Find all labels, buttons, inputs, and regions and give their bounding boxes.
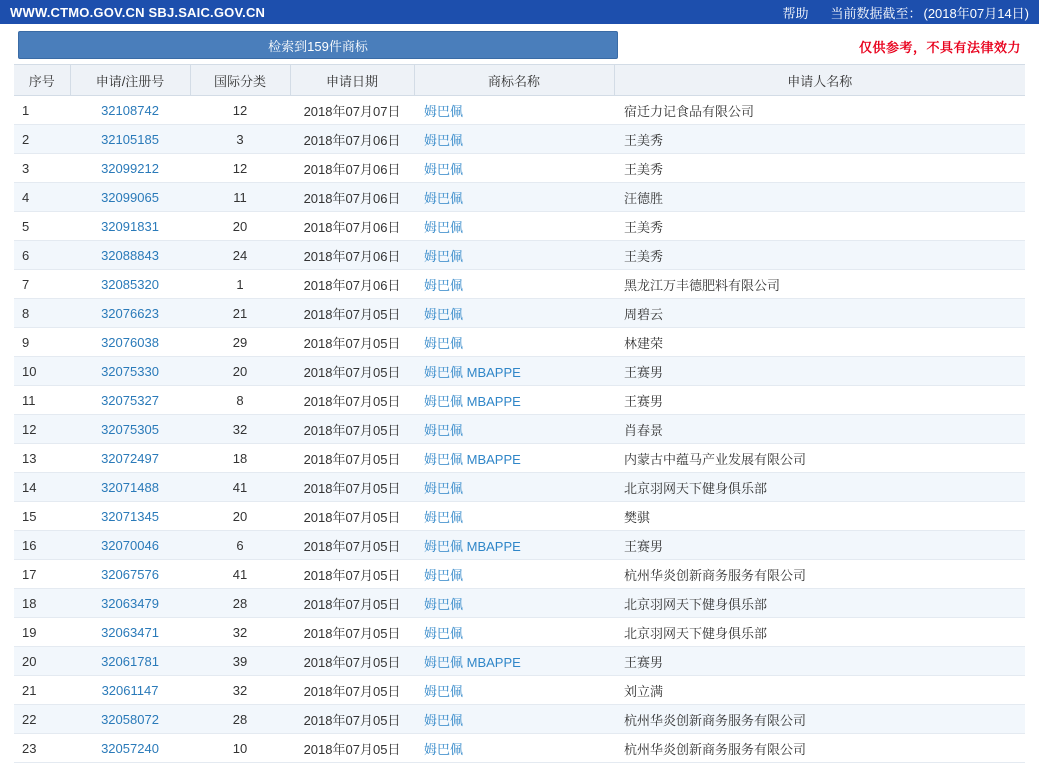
regno-link[interactable]: 32076038 xyxy=(101,334,159,350)
cell-applicant: 北京羽网天下健身俱乐部 xyxy=(614,589,1025,618)
table-row xyxy=(14,183,1025,212)
table-row xyxy=(14,386,1025,415)
trademark-name-link[interactable]: 姆巴佩 MBAPPE xyxy=(424,654,521,670)
cell-class: 24 xyxy=(190,241,290,270)
cell-date: 2018年07月05日 xyxy=(290,560,414,589)
table-row xyxy=(14,560,1025,589)
cell-date: 2018年07月05日 xyxy=(290,676,414,705)
regno-link[interactable]: 32070046 xyxy=(101,537,159,553)
table-row xyxy=(14,531,1025,560)
cell-seq: 22 xyxy=(14,705,70,734)
regno-link[interactable]: 32067576 xyxy=(101,566,159,582)
cell-regno xyxy=(70,241,190,270)
cell-date: 2018年07月05日 xyxy=(290,589,414,618)
cell-class: 20 xyxy=(190,212,290,241)
cell-trademark-name xyxy=(414,705,614,734)
cell-trademark-name xyxy=(414,154,614,183)
cell-trademark-name xyxy=(414,96,614,125)
cell-seq: 17 xyxy=(14,560,70,589)
cell-seq: 14 xyxy=(14,473,70,502)
cell-seq: 4 xyxy=(14,183,70,212)
cell-regno xyxy=(70,444,190,473)
table-row xyxy=(14,618,1025,647)
cell-class: 18 xyxy=(190,444,290,473)
table-row xyxy=(14,502,1025,531)
data-asof-date: (2018年07月14日) xyxy=(923,5,1029,21)
cell-applicant: 杭州华炎创新商务服务有限公司 xyxy=(614,560,1025,589)
trademark-name-link[interactable]: 姆巴佩 xyxy=(424,103,464,119)
cell-seq: 5 xyxy=(14,212,70,241)
trademark-name-link[interactable]: 姆巴佩 xyxy=(424,422,464,438)
cell-applicant: 肖春景 xyxy=(614,415,1025,444)
cell-seq: 12 xyxy=(14,415,70,444)
table-row xyxy=(14,676,1025,705)
cell-applicant: 王美秀 xyxy=(614,241,1025,270)
regno-link[interactable]: 32088843 xyxy=(101,247,159,263)
help-link[interactable]: 帮助 xyxy=(782,5,809,21)
cell-seq: 18 xyxy=(14,589,70,618)
cell-date: 2018年07月05日 xyxy=(290,502,414,531)
cell-trademark-name xyxy=(414,676,614,705)
cell-trademark-name xyxy=(414,560,614,589)
cell-date: 2018年07月05日 xyxy=(290,415,414,444)
table-row xyxy=(14,212,1025,241)
regno-link[interactable]: 32071488 xyxy=(101,479,159,495)
cell-seq: 3 xyxy=(14,154,70,183)
cell-class: 28 xyxy=(190,589,290,618)
trademark-name-link[interactable]: 姆巴佩 xyxy=(424,683,464,699)
cell-trademark-name xyxy=(414,473,614,502)
trademark-name-link[interactable]: 姆巴佩 xyxy=(424,248,464,264)
regno-link[interactable]: 32075305 xyxy=(101,421,159,437)
results-table-wrap xyxy=(0,64,1039,763)
table-body xyxy=(14,96,1025,763)
regno-link[interactable]: 32099212 xyxy=(101,160,159,176)
cell-regno xyxy=(70,560,190,589)
cell-class: 10 xyxy=(190,734,290,763)
cell-applicant: 王赛男 xyxy=(614,647,1025,676)
cell-trademark-name xyxy=(414,589,614,618)
table-row xyxy=(14,589,1025,618)
top-bar xyxy=(0,0,1039,24)
cell-class: 1 xyxy=(190,270,290,299)
regno-link[interactable]: 32099065 xyxy=(101,189,159,205)
cell-regno xyxy=(70,647,190,676)
cell-applicant: 王美秀 xyxy=(614,212,1025,241)
cell-trademark-name xyxy=(414,386,614,415)
cell-applicant: 汪德胜 xyxy=(614,183,1025,212)
trademark-name-link[interactable]: 姆巴佩 xyxy=(424,219,464,235)
cell-seq: 7 xyxy=(14,270,70,299)
regno-link[interactable]: 32076623 xyxy=(101,305,159,321)
cell-date: 2018年07月05日 xyxy=(290,734,414,763)
cell-applicant: 王赛男 xyxy=(614,386,1025,415)
cell-seq: 20 xyxy=(14,647,70,676)
cell-seq: 2 xyxy=(14,125,70,154)
trademark-name-link[interactable]: 姆巴佩 xyxy=(424,161,464,177)
data-asof-label: 当前数据截至： xyxy=(830,5,922,21)
cell-seq: 16 xyxy=(14,531,70,560)
cell-date: 2018年07月05日 xyxy=(290,328,414,357)
cell-applicant: 黑龙江万丰德肥料有限公司 xyxy=(614,270,1025,299)
table-row xyxy=(14,705,1025,734)
trademark-name-link[interactable]: 姆巴佩 xyxy=(424,596,464,612)
trademark-name-link[interactable]: 姆巴佩 xyxy=(424,712,464,728)
cell-date: 2018年07月05日 xyxy=(290,386,414,415)
banner-row xyxy=(0,24,1039,64)
header-applicant: 申请人名称 xyxy=(614,65,1025,96)
cell-date: 2018年07月06日 xyxy=(290,183,414,212)
cell-trademark-name xyxy=(414,502,614,531)
table-row xyxy=(14,241,1025,270)
cell-seq: 6 xyxy=(14,241,70,270)
cell-regno xyxy=(70,502,190,531)
trademark-name-link[interactable]: 姆巴佩 xyxy=(424,625,464,641)
cell-date: 2018年07月05日 xyxy=(290,705,414,734)
cell-trademark-name xyxy=(414,734,614,763)
cell-trademark-name xyxy=(414,212,614,241)
table-row xyxy=(14,415,1025,444)
cell-applicant: 樊骐 xyxy=(614,502,1025,531)
trademark-name-link[interactable]: 姆巴佩 xyxy=(424,190,464,206)
regno-link[interactable]: 32091831 xyxy=(101,218,159,234)
cell-date: 2018年07月05日 xyxy=(290,531,414,560)
cell-seq: 9 xyxy=(14,328,70,357)
trademark-name-link[interactable]: 姆巴佩 xyxy=(424,277,464,293)
cell-class: 41 xyxy=(190,473,290,502)
cell-regno xyxy=(70,96,190,125)
cell-applicant: 王赛男 xyxy=(614,357,1025,386)
cell-class: 20 xyxy=(190,502,290,531)
cell-regno xyxy=(70,415,190,444)
cell-seq: 21 xyxy=(14,676,70,705)
table-row xyxy=(14,734,1025,763)
trademark-results-table xyxy=(14,64,1025,763)
trademark-name-link[interactable]: 姆巴佩 xyxy=(424,480,464,496)
cell-applicant: 杭州华炎创新商务服务有限公司 xyxy=(614,734,1025,763)
cell-regno xyxy=(70,357,190,386)
cell-trademark-name xyxy=(414,357,614,386)
cell-seq: 23 xyxy=(14,734,70,763)
cell-date: 2018年07月06日 xyxy=(290,125,414,154)
cell-regno xyxy=(70,589,190,618)
cell-regno xyxy=(70,618,190,647)
header-regno: 申请/注册号 xyxy=(70,65,190,96)
cell-class: 39 xyxy=(190,647,290,676)
cell-applicant: 内蒙古中蕴马产业发展有限公司 xyxy=(614,444,1025,473)
table-row xyxy=(14,357,1025,386)
table-row xyxy=(14,647,1025,676)
cell-class: 11 xyxy=(190,183,290,212)
header-class: 国际分类 xyxy=(190,65,290,96)
cell-trademark-name xyxy=(414,270,614,299)
cell-date: 2018年07月06日 xyxy=(290,270,414,299)
cell-class: 41 xyxy=(190,560,290,589)
regno-link[interactable]: 32075330 xyxy=(101,363,159,379)
trademark-name-link[interactable]: 姆巴佩 xyxy=(424,567,464,583)
table-row xyxy=(14,270,1025,299)
header-date: 申请日期 xyxy=(290,65,414,96)
trademark-name-link[interactable]: 姆巴佩 MBAPPE xyxy=(424,364,521,380)
site-domain-label: WWW.CTMO.GOV.CN SBJ.SAIC.GOV.CN xyxy=(10,4,266,20)
cell-class: 12 xyxy=(190,96,290,125)
cell-class: 29 xyxy=(190,328,290,357)
header-seq: 序号 xyxy=(14,65,70,96)
cell-regno xyxy=(70,473,190,502)
trademark-name-link[interactable]: 姆巴佩 MBAPPE xyxy=(424,451,521,467)
table-row xyxy=(14,444,1025,473)
cell-applicant: 林建荣 xyxy=(614,328,1025,357)
cell-class: 12 xyxy=(190,154,290,183)
cell-trademark-name xyxy=(414,415,614,444)
cell-date: 2018年07月05日 xyxy=(290,444,414,473)
cell-trademark-name xyxy=(414,531,614,560)
table-row xyxy=(14,328,1025,357)
cell-date: 2018年07月07日 xyxy=(290,96,414,125)
regno-link[interactable]: 32063479 xyxy=(101,595,159,611)
cell-applicant: 周碧云 xyxy=(614,299,1025,328)
trademark-name-link[interactable]: 姆巴佩 MBAPPE xyxy=(424,538,521,554)
cell-applicant: 杭州华炎创新商务服务有限公司 xyxy=(614,705,1025,734)
cell-seq: 8 xyxy=(14,299,70,328)
trademark-name-link[interactable]: 姆巴佩 MBAPPE xyxy=(424,393,521,409)
cell-regno xyxy=(70,125,190,154)
cell-regno xyxy=(70,328,190,357)
cell-class: 28 xyxy=(190,705,290,734)
cell-class: 8 xyxy=(190,386,290,415)
cell-regno xyxy=(70,183,190,212)
table-header-row xyxy=(14,65,1025,96)
trademark-name-link[interactable]: 姆巴佩 xyxy=(424,306,464,322)
regno-link[interactable]: 32075327 xyxy=(101,392,159,408)
cell-trademark-name xyxy=(414,183,614,212)
cell-regno xyxy=(70,386,190,415)
regno-link[interactable]: 32108742 xyxy=(101,102,159,118)
cell-regno xyxy=(70,705,190,734)
cell-seq: 10 xyxy=(14,357,70,386)
cell-applicant: 王美秀 xyxy=(614,154,1025,183)
cell-class: 32 xyxy=(190,618,290,647)
regno-link[interactable]: 32058072 xyxy=(101,711,159,727)
regno-link[interactable]: 32061781 xyxy=(101,653,159,669)
cell-date: 2018年07月05日 xyxy=(290,299,414,328)
cell-applicant: 宿迁力记食品有限公司 xyxy=(614,96,1025,125)
trademark-name-link[interactable]: 姆巴佩 xyxy=(424,509,464,525)
cell-seq: 1 xyxy=(14,96,70,125)
table-row xyxy=(14,96,1025,125)
trademark-name-link[interactable]: 姆巴佩 xyxy=(424,741,464,757)
regno-link[interactable]: 32071345 xyxy=(101,508,159,524)
cell-date: 2018年07月05日 xyxy=(290,357,414,386)
table-row xyxy=(14,299,1025,328)
cell-trademark-name xyxy=(414,444,614,473)
cell-seq: 13 xyxy=(14,444,70,473)
cell-class: 21 xyxy=(190,299,290,328)
cell-date: 2018年07月06日 xyxy=(290,154,414,183)
cell-seq: 11 xyxy=(14,386,70,415)
regno-link[interactable]: 32072497 xyxy=(101,450,159,466)
cell-trademark-name xyxy=(414,328,614,357)
regno-link[interactable]: 32105185 xyxy=(101,131,159,147)
trademark-name-link[interactable]: 姆巴佩 xyxy=(424,335,464,351)
cell-class: 3 xyxy=(190,125,290,154)
regno-link[interactable]: 32085320 xyxy=(101,276,159,292)
cell-applicant: 王赛男 xyxy=(614,531,1025,560)
cell-applicant: 北京羽网天下健身俱乐部 xyxy=(614,473,1025,502)
cell-date: 2018年07月06日 xyxy=(290,212,414,241)
cell-regno xyxy=(70,676,190,705)
cell-seq: 19 xyxy=(14,618,70,647)
result-count-button[interactable]: 检索到159件商标 xyxy=(18,31,618,59)
table-row xyxy=(14,125,1025,154)
table-row xyxy=(14,154,1025,183)
cell-applicant: 刘立满 xyxy=(614,676,1025,705)
cell-seq: 15 xyxy=(14,502,70,531)
regno-link[interactable]: 32057240 xyxy=(101,740,159,756)
trademark-name-link[interactable]: 姆巴佩 xyxy=(424,132,464,148)
cell-date: 2018年07月06日 xyxy=(290,241,414,270)
cell-class: 6 xyxy=(190,531,290,560)
cell-trademark-name xyxy=(414,618,614,647)
cell-class: 20 xyxy=(190,357,290,386)
cell-date: 2018年07月05日 xyxy=(290,647,414,676)
cell-regno xyxy=(70,270,190,299)
cell-applicant: 北京羽网天下健身俱乐部 xyxy=(614,618,1025,647)
cell-class: 32 xyxy=(190,415,290,444)
regno-link[interactable]: 32061147 xyxy=(101,682,159,698)
cell-trademark-name xyxy=(414,241,614,270)
cell-trademark-name xyxy=(414,647,614,676)
cell-trademark-name xyxy=(414,299,614,328)
cell-regno xyxy=(70,212,190,241)
cell-regno xyxy=(70,531,190,560)
cell-class: 32 xyxy=(190,676,290,705)
regno-link[interactable]: 32063471 xyxy=(101,624,159,640)
cell-date: 2018年07月05日 xyxy=(290,473,414,502)
cell-date: 2018年07月05日 xyxy=(290,618,414,647)
cell-applicant: 王美秀 xyxy=(614,125,1025,154)
header-name: 商标名称 xyxy=(414,65,614,96)
cell-trademark-name xyxy=(414,125,614,154)
table-row xyxy=(14,473,1025,502)
cell-regno xyxy=(70,154,190,183)
legal-disclaimer: 仅供参考，不具有法律效力 xyxy=(858,40,1021,55)
table-header xyxy=(14,65,1025,96)
cell-regno xyxy=(70,734,190,763)
cell-regno xyxy=(70,299,190,328)
